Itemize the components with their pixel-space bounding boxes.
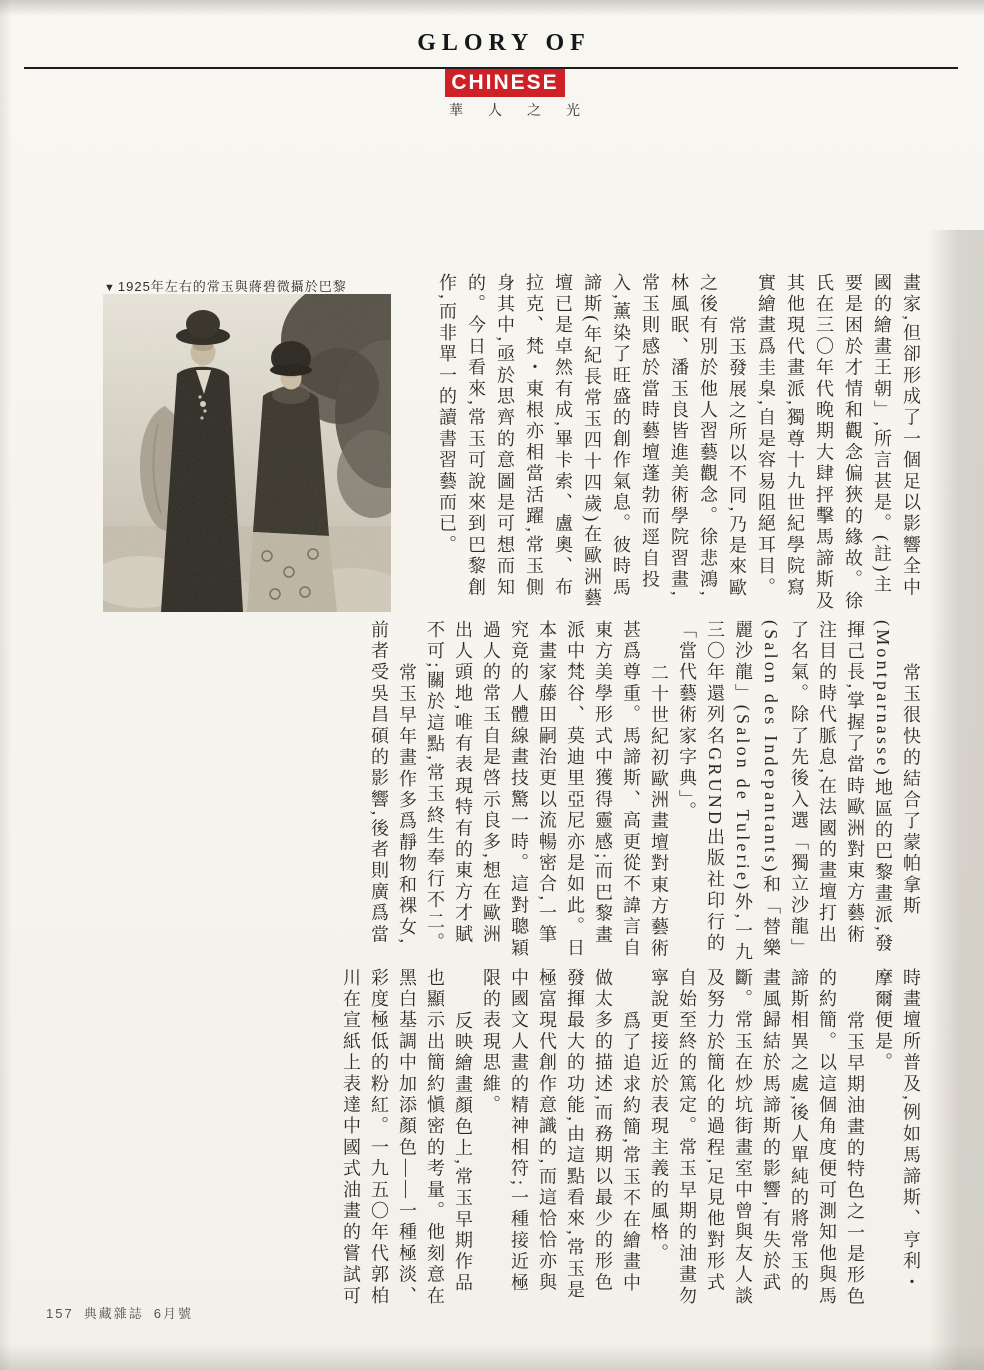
photo-illustration bbox=[103, 294, 391, 612]
paragraph: 常玉發展之所以不同,乃是來歐之後有別於他人習藝觀念。徐悲鴻,林風眠、潘玉良皆進美術學院習畫,常玉則感於當時藝壇蓬勃而逕自投入,薰染了旺盛的創作氣息。彼時馬諦斯(年紀長常玉四十四歲)在歐洲藝壇已是卓然有成,畢卡索、盧奧、布拉克、梵・東根亦相當活躍,常玉側身其中,亟於思齊的意圖是可想而知的。今日看來,常玉可說來到巴黎創作,而非單一的讀書習藝而已。 bbox=[437, 273, 747, 610]
scan-edge-bottom bbox=[0, 1344, 984, 1370]
photo-caption-text: 1925年左右的常玉與蔣碧微攝於巴黎 bbox=[117, 279, 347, 294]
paragraph: 常玉很快的結合了蒙帕拿斯(Montparnasse)地區的巴黎畫派,發揮己長,掌握了當時歐洲對東方藝術注目的時代脈息,在法國的畫壇打出了名氣。除了先後入選「獨立沙龍」(Salon des Indepantants)和「替樂麗沙龍」(Salon de Tulerie)外,一九三〇年還列名GRUND出版社印行的「當代藝術家字典」。 bbox=[677, 620, 921, 964]
paragraph: 畫家,但卻形成了一個足以影響全中國的繪畫王朝」,所言甚是。(註)主要是困於才情和觀念偏狹的緣故。徐氏在三〇年代晚期大肆抨擊馬諦斯及其他現代畫派,獨尊十九世紀學院寫實繪畫爲圭臬,自是容易阻絕耳目。 bbox=[756, 273, 921, 613]
photo-caption bbox=[104, 276, 347, 295]
text-band-bottom bbox=[327, 968, 925, 1312]
page-number: 157 bbox=[46, 1306, 74, 1321]
scan-edge-left bbox=[0, 0, 12, 1370]
text-band-middle bbox=[327, 620, 925, 964]
header-chinese-badge bbox=[445, 69, 565, 97]
paragraph: 常玉早期油畫的特色之一是形色的約簡。以這個角度便可測知他與馬諦斯相異之處,後人單純的將常玉的畫風歸結於馬諦斯的影響,有失於武斷。常玉在炒坑街畫室中曾與友人談及努力於簡化的過程,足見他對形式自始至終的篤定。常玉早期的油畫勿寧說更接近於表現主義的風格。 bbox=[649, 968, 865, 1308]
page-gutter-shadow bbox=[928, 230, 984, 1370]
paragraph: 時畫壇所普及,例如馬諦斯、亨利・摩爾便是。 bbox=[873, 968, 921, 1294]
magazine-name: 典藏雜誌 bbox=[83, 1306, 144, 1321]
paragraph: 常玉早年畫作多爲靜物和裸女,前者受吳昌碩的影響,後者則廣爲當 bbox=[369, 620, 417, 947]
header-subtitle: 華人之光 bbox=[449, 104, 605, 119]
header-glory-of: GLORY OF bbox=[417, 30, 591, 56]
scan-edge-top bbox=[0, 0, 984, 16]
paragraph: 反映繪畫顏色上,常玉早期作品也顯示出簡約愼密的考量。他刻意在黑白基調中加添顏色——一種極淡、彩度極低的粉紅。一九五〇年代郭柏川在宣紙上表達中國式油畫的嘗試可 bbox=[341, 968, 473, 1308]
issue-label: 6月號 bbox=[153, 1306, 193, 1321]
page-footer bbox=[46, 1303, 203, 1322]
text-band-top bbox=[395, 273, 925, 617]
header-chinese-label: CHINESE bbox=[451, 71, 559, 94]
photo-1925-paris bbox=[103, 294, 391, 612]
paragraph: 爲了追求約簡,常玉不在繪畫中做太多的描述,而務期以最少的形色發揮最大的功能,由這點看來,常玉是極富現代創作意識的,而這恰恰亦與中國文人畫的精神相符;一種接近極限的表現思維。 bbox=[481, 968, 641, 1302]
paragraph: 二十世紀初歐洲畫壇對東方藝術甚爲尊重。馬諦斯、高更從不諱言自東方美學形式中獲得靈感;而巴黎畫派中梵谷、莫迪里亞尼亦是如此。日本畫家藤田嗣治更以流暢密合,一筆究竟的人體線畫技驚一時。這對聰穎過人的常玉自是啓示良多,想在歐洲出人頭地,唯有表現特有的東方才賦不可;關於這點,常玉終生奉行不二。 bbox=[425, 620, 669, 960]
down-triangle-icon: ▼ bbox=[104, 282, 116, 294]
